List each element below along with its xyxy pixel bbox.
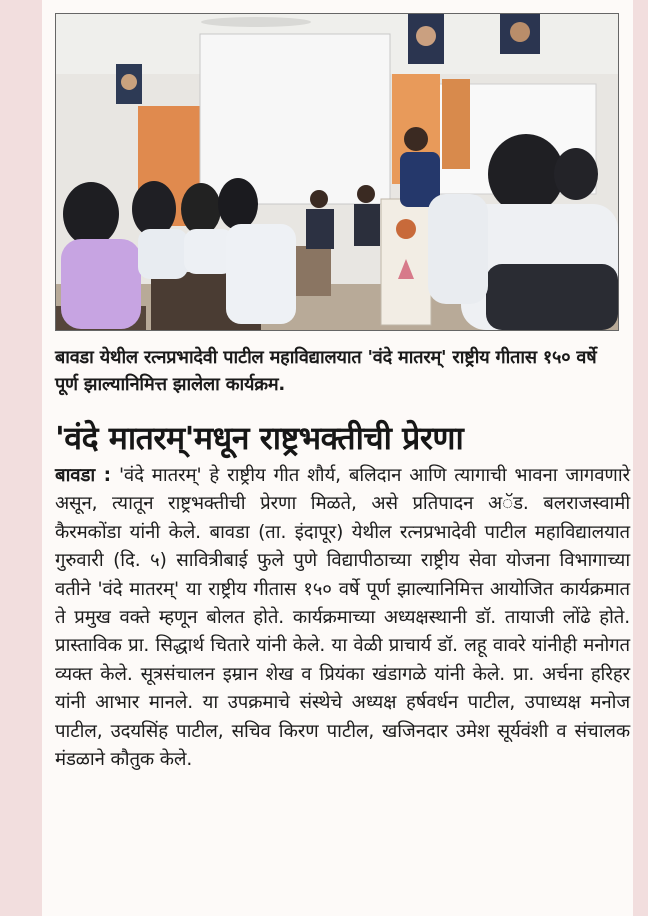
article-dateline: बावडा : <box>55 465 111 486</box>
event-photo <box>55 13 619 331</box>
right-margin <box>633 0 648 916</box>
left-margin <box>0 0 42 916</box>
photo-caption: बावडा येथील रत्नप्रभादेवी पाटील महाविद्यालयात 'वंदे मातरम्' राष्ट्रीय गीतास १५० वर्षे पूर्ण झाल्यानिमित्त झालेला कार्यक्रम. <box>55 347 597 395</box>
article-headline: 'वंदे मातरम्'मधून राष्ट्रभक्तीची प्रेरणा <box>55 419 464 457</box>
article-body-text: 'वंदे मातरम्' हे राष्ट्रीय गीत शौर्य, बलिदान आणि त्यागाची भावना जागवणारे असून, त्यातून राष्ट्रभक्तीची प्रेरणा मिळते, असे प्रतिपादन अॅड. बलराजस्वामी कैरमकोंडा यांनी केले. बावडा (ता. इंदापूर) येथील रत्नप्रभादेवी पाटील महाविद्यालयात गुरुवारी (दि. ५) सावित्रीबाई फुले पुणे विद्यापीठाच्या राष्ट्रीय सेवा योजना विभागाच्या वतीने 'वंदे मातरम्' या राष्ट्रीय गीतास १५० वर्षे पूर्ण झाल्यानिमित्त आयोजित कार्यक्रमात ते प्रमुख वक्ते म्हणून बोलत होते. कार्यक्रमाच्या अध्यक्षस्थानी डॉ. तायाजी लोंढे होते. प्रास्ताविक प्रा. सिद्धार्थ चितारे यांनी केले. या वेळी प्राचार्य डॉ. लहू वावरे यांनीही मनोगत व्यक्त केले. सूत्रसंचालन इम्रान शेख व प्रियंका खंडागळे यांनी केले. प्रा. अर्चना हरिहर यांनी आभार मानले. या उपक्रमाचे संस्थेचे अध्यक्ष हर्षवर्धन पाटील, उपाध्यक्ष मनोज पाटील, उदयसिंह पाटील, सचिव किरण पाटील, खजिनदार उमेश सूर्यवंशी व संचालक मंडळाने कौतुक केले. <box>55 465 630 771</box>
article-body <box>55 462 630 774</box>
